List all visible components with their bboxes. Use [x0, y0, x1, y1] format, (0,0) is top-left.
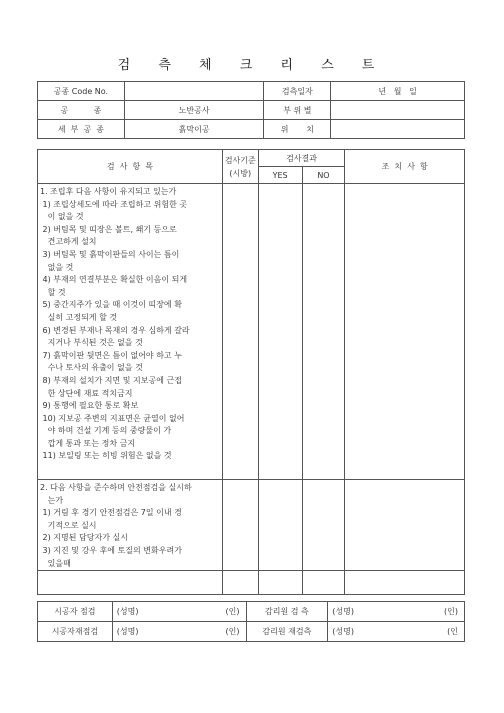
section-2-action[interactable]: [345, 480, 465, 571]
checklist-line: 1) 거림 후 경기 안전점검은 7일 이내 경: [40, 508, 182, 518]
section-2-criteria[interactable]: [222, 480, 258, 571]
supervisor-recheck-sign[interactable]: [328, 622, 465, 642]
section-1-no[interactable]: [302, 184, 345, 480]
checklist-line: 2. 다음 사항을 준수하며 안전점검을 실시하: [40, 483, 192, 492]
location-value[interactable]: [331, 120, 465, 139]
checklist-line: 2) 버팀목 및 띠장은 볼트, 쐐기 등으로: [40, 224, 177, 234]
blank-row-action[interactable]: [345, 571, 465, 595]
blank-row-yes[interactable]: [258, 571, 302, 595]
checklist-line: 4) 부재의 연결부분은 확실한 이음이 되게: [40, 275, 188, 285]
seal-label: (인): [444, 607, 458, 616]
document-title: 검 측 체 크 리 스 트: [117, 58, 387, 73]
checklist-line: 8) 부재의 설치가 지면 및 지보공에 근접: [40, 375, 182, 385]
location-label: 위 치: [264, 120, 331, 139]
checklist-line: 2) 지명된 담당자가 실시: [40, 533, 128, 543]
checklist-table: [37, 149, 465, 595]
checklist-line: 7) 흙막이판 뒷면은 틈이 없어야 하고 누: [40, 350, 182, 360]
criteria-header-line2: (시방): [229, 168, 252, 178]
section-1-action[interactable]: [345, 184, 465, 480]
checklist-line: 이 없을 것: [40, 212, 84, 222]
action-header: 조 치 사 항: [345, 150, 465, 184]
part-value[interactable]: [331, 101, 465, 120]
checklist-line: 10) 지보공 주변의 지표면은 균열이 없어: [40, 413, 185, 423]
seal-label: (인): [225, 607, 240, 616]
work-label: 공 종: [38, 101, 125, 120]
part-label: 부 위 별: [264, 101, 331, 120]
criteria-header-line1: 검사기준: [224, 155, 256, 165]
checklist-line: 는가: [40, 495, 64, 505]
contractor-check-sign[interactable]: [112, 602, 246, 622]
section-1-criteria[interactable]: [222, 184, 258, 480]
sign-label: (성명): [332, 627, 354, 636]
blank-row-items[interactable]: [38, 571, 223, 595]
checklist-line: 6) 변경된 부재나 목재의 경우 심하게 갈라: [40, 325, 190, 335]
work-value[interactable]: 노반공사: [124, 101, 264, 120]
sign-label: (성명): [332, 607, 354, 616]
section-2-items: [38, 480, 223, 571]
checklist-line: 지거나 부식된 것은 없을 것: [40, 338, 143, 348]
no-header: NO: [302, 167, 345, 184]
supervisor-check-label: 감리원 검 측: [246, 602, 328, 622]
contractor-check-label: 시공자 점검: [38, 602, 113, 622]
section-1-items: [38, 184, 223, 480]
supervisor-check-sign[interactable]: [328, 602, 465, 622]
date-value[interactable]: 년 월 일: [331, 82, 465, 101]
checklist-line: 한 상단에 재료 적치금지: [40, 388, 133, 398]
checklist-line: 기적으로 실시: [40, 520, 97, 530]
code-value[interactable]: [124, 82, 264, 101]
section-1-yes[interactable]: [258, 184, 302, 480]
sign-label: (성명): [116, 607, 139, 616]
blank-row-no[interactable]: [302, 571, 345, 595]
checklist-line: 3) 버팀목 및 흙막이판들의 사이는 틈이: [40, 249, 180, 259]
checklist-line: 9) 통행에 필요한 통로 확보: [40, 401, 139, 411]
checklist-line: 1) 조립상세도에 따라 조립하고 위험한 곳: [40, 199, 188, 209]
items-header: 검 사 항 목: [38, 150, 223, 184]
checklist-line: 1. 조립후 다음 사항이 유지되고 있는가: [40, 187, 177, 196]
contractor-recheck-sign[interactable]: [112, 622, 246, 642]
checklist-line: 있을때: [40, 558, 71, 568]
supervisor-recheck-label: 감리원 재검측: [246, 622, 328, 642]
checklist-line: 견고하게 설치: [40, 237, 97, 247]
criteria-header: [222, 150, 258, 184]
result-header: 검사결과: [258, 150, 345, 167]
section-2-yes[interactable]: [258, 480, 302, 571]
code-label: 공종 Code No.: [38, 82, 125, 101]
header-table: [37, 81, 465, 139]
checklist-line: 깝게 통과 또는 정차 금지: [40, 438, 136, 448]
checklist-line: 야 하며 건설 기계 등의 중량물이 가: [40, 426, 172, 436]
contractor-recheck-label: 시공자재점검: [38, 622, 113, 642]
detail-value[interactable]: 흙막이공: [124, 120, 264, 139]
checklist-line: 없을 것: [40, 262, 74, 272]
section-2-no[interactable]: [302, 480, 345, 571]
seal-label: (인): [225, 627, 240, 636]
seal-label: (인: [447, 627, 458, 636]
checklist-line: 실히 고정되게 할 것: [40, 312, 118, 322]
checklist-line: 3) 지진 및 강우 후에 토질의 변화우려가: [40, 545, 182, 555]
date-label: 검측일자: [264, 82, 331, 101]
sign-label: (성명): [116, 627, 139, 636]
blank-row-criteria[interactable]: [222, 571, 258, 595]
checklist-line: 할 것: [40, 287, 66, 297]
checklist-line: 수나 토사의 유출이 없을 것: [40, 363, 143, 373]
checklist-line: 5) 중간지주가 있을 때 이것이 띠장에 확: [40, 300, 182, 310]
signature-table: [37, 601, 465, 642]
yes-header: YES: [258, 167, 302, 184]
checklist-line: 11) 보일링 또는 히빙 위험은 없을 것: [40, 451, 172, 461]
detail-label: 세 부 공 종: [38, 120, 125, 139]
